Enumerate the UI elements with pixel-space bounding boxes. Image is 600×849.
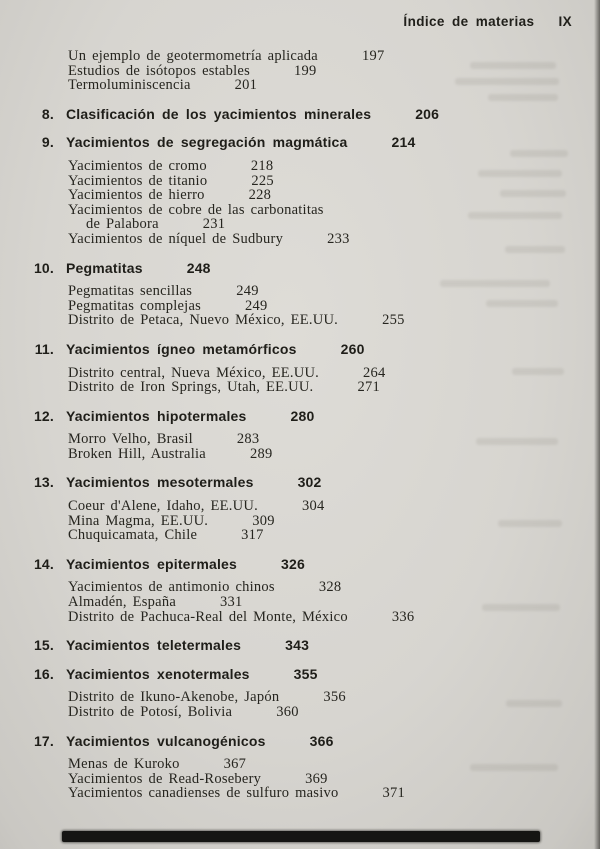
- entry-title: Distrito de Pachuca-Real del Monte, México: [68, 608, 348, 625]
- entry-title: Coeur d'Alene, Idaho, EE.UU.: [68, 498, 258, 515]
- chapter-number: 11.: [34, 340, 54, 357]
- chapter-number: 13.: [33, 474, 54, 491]
- toc-row: [28, 188, 580, 203]
- chapter-number: 17.: [33, 732, 54, 749]
- entry-title: Yacimientos teletermales: [66, 637, 242, 654]
- toc-row: [28, 299, 580, 314]
- entry-page-number: 280: [290, 407, 315, 424]
- toc-row: [28, 705, 580, 720]
- entry-title: Termoluminiscencia: [68, 77, 191, 94]
- entry-page-number: 199: [294, 62, 317, 79]
- chapter-number: 14.: [33, 555, 54, 572]
- toc-list: [28, 49, 580, 801]
- entry-title: Distrito de Iron Springs, Utah, EE.UU.: [68, 379, 314, 396]
- toc-row: [28, 380, 580, 395]
- entry-page-number: 231: [202, 216, 226, 233]
- toc-row: [28, 786, 580, 801]
- entry-title: Clasificación de los yacimientos minerales: [66, 105, 372, 122]
- entry-page-number: 343: [285, 637, 310, 654]
- toc-row: [28, 217, 580, 232]
- entry-page-number: 366: [309, 732, 334, 749]
- toc-row: [28, 690, 580, 705]
- toc-row: [28, 595, 580, 610]
- entry-title: Mina Magma, EE.UU.: [68, 512, 209, 529]
- chapter-number: 16.: [33, 665, 54, 682]
- entry-title: Pegmatitas sencillas: [68, 283, 193, 300]
- entry-page-number: 283: [236, 431, 260, 448]
- toc-row: [28, 757, 580, 772]
- entry-page-number: 326: [281, 555, 305, 572]
- entry-title: Morro Velho, Brasil: [68, 431, 193, 448]
- entry-page-number: 206: [415, 105, 440, 122]
- toc-row: [28, 203, 580, 218]
- entry-page-number: 260: [340, 340, 365, 357]
- toc-row: [28, 366, 580, 381]
- toc-row: [28, 409, 580, 424]
- entry-title: Un ejemplo de geotermometría aplicada: [68, 48, 318, 64]
- entry-page-number: 371: [382, 785, 405, 802]
- toc-row: [28, 667, 580, 682]
- entry-title: Yacimientos de cobre de las carbonatitas: [68, 201, 324, 218]
- entry-page-number: 249: [236, 283, 259, 300]
- entry-page-number: 225: [251, 172, 274, 189]
- toc-row: [28, 174, 580, 189]
- toc-row: [28, 432, 580, 447]
- entry-title: Almadén, España: [68, 594, 177, 611]
- entry-page-number: 228: [248, 187, 272, 204]
- entry-title: Yacimientos vulcanogénicos: [66, 732, 266, 749]
- scan-edge-shadow: [594, 0, 600, 849]
- chapter-number: 12.: [33, 407, 54, 424]
- toc-row: [28, 64, 580, 79]
- toc-row: [28, 78, 580, 93]
- entry-title: Pegmatitas complejas: [68, 297, 202, 314]
- toc-row: [28, 528, 580, 543]
- toc-row: [28, 232, 580, 247]
- entry-page-number: 328: [318, 579, 342, 596]
- toc-row: [28, 261, 580, 276]
- entry-page-number: 369: [305, 770, 328, 787]
- entry-title: Broken Hill, Australia: [68, 445, 206, 462]
- page-header: [403, 14, 572, 29]
- entry-page-number: 355: [293, 665, 318, 682]
- toc-row: [28, 313, 580, 328]
- entry-page-number: 264: [363, 364, 386, 381]
- entry-page-number: 214: [391, 134, 416, 151]
- toc-row: [28, 284, 580, 299]
- toc-row: [28, 159, 580, 174]
- entry-title: Chuquicamata, Chile: [68, 527, 198, 544]
- entry-page-number: 360: [276, 704, 299, 720]
- entry-title: Yacimientos de níquel de Sudbury: [68, 230, 284, 247]
- entry-title: Estudios de isótopos estables: [68, 62, 251, 79]
- entry-title: Yacimientos canadienses de sulfuro masivo: [68, 785, 339, 802]
- header-page-number: IX: [558, 14, 572, 29]
- entry-page-number: 304: [301, 498, 325, 515]
- entry-title: Yacimientos de Read-Rosebery: [68, 770, 262, 787]
- entry-page-number: 201: [234, 77, 258, 94]
- entry-page-number: 331: [220, 594, 243, 611]
- entry-title: Menas de Kuroko: [68, 756, 180, 773]
- toc-row: [28, 557, 580, 572]
- toc-row: [28, 734, 580, 749]
- toc-row: [28, 135, 580, 150]
- toc-row: [28, 107, 580, 122]
- entry-title: Yacimientos hipotermales: [66, 407, 247, 424]
- entry-title: Yacimientos ígneo metamórficos: [66, 340, 297, 357]
- entry-title: Yacimientos de cromo: [68, 157, 207, 174]
- entry-page-number: 336: [391, 608, 415, 625]
- entry-page-number: 302: [297, 474, 322, 491]
- entry-page-number: 249: [245, 297, 268, 314]
- entry-page-number: 218: [250, 157, 274, 174]
- header-title: Índice de materias: [403, 14, 535, 29]
- entry-title: Yacimientos epitermales: [66, 555, 238, 572]
- entry-page-number: 309: [252, 512, 275, 529]
- chapter-number: 9.: [41, 134, 54, 151]
- entry-page-number: 271: [357, 379, 380, 396]
- entry-title: Yacimientos xenotermales: [66, 665, 250, 682]
- entry-page-number: 248: [186, 259, 211, 276]
- entry-title: Yacimientos de segregación magmática: [66, 134, 348, 151]
- entry-title: Yacimientos de titanio: [68, 172, 208, 189]
- entry-title: de Palabora: [86, 216, 159, 233]
- toc-row: [28, 475, 580, 490]
- entry-title: Distrito de Petaca, Nuevo México, EE.UU.: [68, 312, 339, 329]
- toc-row: [28, 342, 580, 357]
- toc-row: [28, 580, 580, 595]
- entry-title: Yacimientos de hierro: [68, 187, 205, 204]
- chapter-number: 10.: [33, 259, 54, 276]
- entry-page-number: 317: [241, 527, 264, 544]
- entry-page-number: 367: [223, 756, 247, 773]
- entry-page-number: 356: [323, 689, 346, 706]
- toc-row: [28, 499, 580, 514]
- entry-page-number: 197: [361, 48, 385, 64]
- toc-row: [28, 610, 580, 625]
- scan-artifact-bar: [62, 831, 540, 842]
- entry-page-number: 289: [249, 445, 273, 462]
- chapter-number: 8.: [41, 105, 54, 122]
- toc-row: [28, 49, 580, 64]
- entry-page-number: 255: [382, 312, 405, 329]
- chapter-number: 15.: [33, 637, 54, 654]
- toc-row: [28, 514, 580, 529]
- toc-row: [28, 447, 580, 462]
- toc-row: [28, 772, 580, 787]
- entry-title: Distrito central, Nueva México, EE.UU.: [68, 364, 320, 381]
- entry-title: Distrito de Potosí, Bolivia: [68, 704, 233, 720]
- toc-row: [28, 638, 580, 653]
- entry-title: Distrito de Ikuno-Akenobe, Japón: [68, 689, 280, 706]
- entry-page-number: 233: [327, 230, 350, 247]
- entry-title: Pegmatitas: [66, 259, 143, 276]
- entry-title: Yacimientos de antimonio chinos: [68, 579, 275, 596]
- entry-title: Yacimientos mesotermales: [66, 474, 254, 491]
